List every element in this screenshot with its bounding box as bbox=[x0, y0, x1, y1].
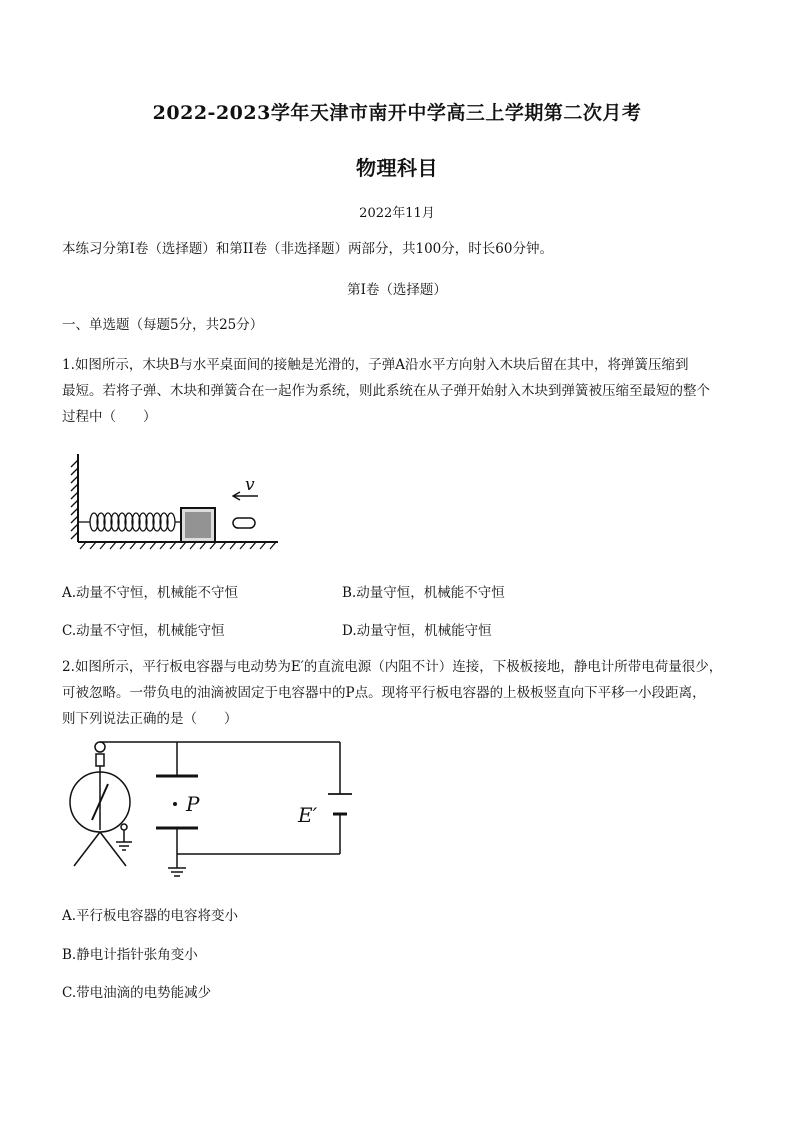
oil-drop-point bbox=[173, 802, 177, 806]
q2-text-line3: 则下列说法正确的是（ ） bbox=[62, 711, 238, 727]
q1-option-d[interactable]: D.动量守恒，机械能守恒 bbox=[342, 623, 492, 639]
velocity-label: v bbox=[245, 475, 255, 495]
subject-title: 物理科目 bbox=[356, 156, 438, 180]
q1-option-b[interactable]: B.动量守恒，机械能不守恒 bbox=[342, 585, 505, 601]
point-p-label: P bbox=[186, 792, 200, 816]
bullet-a bbox=[233, 518, 255, 528]
q2-capacitor-circuit-figure bbox=[62, 740, 362, 888]
electrometer-icon bbox=[70, 742, 132, 866]
exam-title: 2022-2023学年天津市南开中学高三上学期第二次月考 bbox=[152, 102, 642, 124]
q2-text-line2: 可被忽略。一带负电的油滴被固定于电容器中的P点。现将平行板电容器的上极板竖直向下平移一小段距离， bbox=[62, 685, 706, 701]
q1-option-c[interactable]: C.动量不守恒，机械能守恒 bbox=[62, 623, 225, 639]
part-title: 一、单选题（每题5分，共25分） bbox=[62, 317, 264, 333]
q2-option-a[interactable]: A.平行板电容器的电容将变小 bbox=[62, 908, 239, 924]
exam-date: 2022年11月 bbox=[359, 206, 435, 221]
section-title: 第I卷（选择题） bbox=[347, 282, 447, 298]
q2-option-c[interactable]: C.带电油滴的电势能减少 bbox=[62, 985, 212, 1001]
q1-text-line1: 1.如图所示，木块B与水平桌面间的接触是光滑的，子弹A沿水平方向射入木块后留在其中，将弹簧压缩到 bbox=[62, 357, 689, 373]
q1-text-line2: 最短。若将子弹、木块和弹簧合在一起作为系统，则此系统在从子弹开始射入木块到弹簧被压缩至最短的整个 bbox=[62, 383, 710, 399]
q2-option-b[interactable]: B.静电计指针张角变小 bbox=[62, 947, 198, 963]
intro-text: 本练习分第I卷（选择题）和第II卷（非选择题）两部分，共100分，时长60分钟。 bbox=[62, 241, 553, 257]
q2-text-line1: 2.如图所示，平行板电容器与电动势为E′的直流电源（内阻不计）连接，下极板接地，静电计所带电荷量很少， bbox=[62, 659, 723, 675]
q1-text-line3: 过程中（ ） bbox=[62, 409, 157, 425]
emf-label: E′ bbox=[298, 803, 318, 827]
q1-spring-block-figure bbox=[68, 448, 283, 553]
spring-icon bbox=[78, 513, 181, 531]
q1-option-a[interactable]: A.动量不守恒，机械能不守恒 bbox=[62, 585, 239, 601]
